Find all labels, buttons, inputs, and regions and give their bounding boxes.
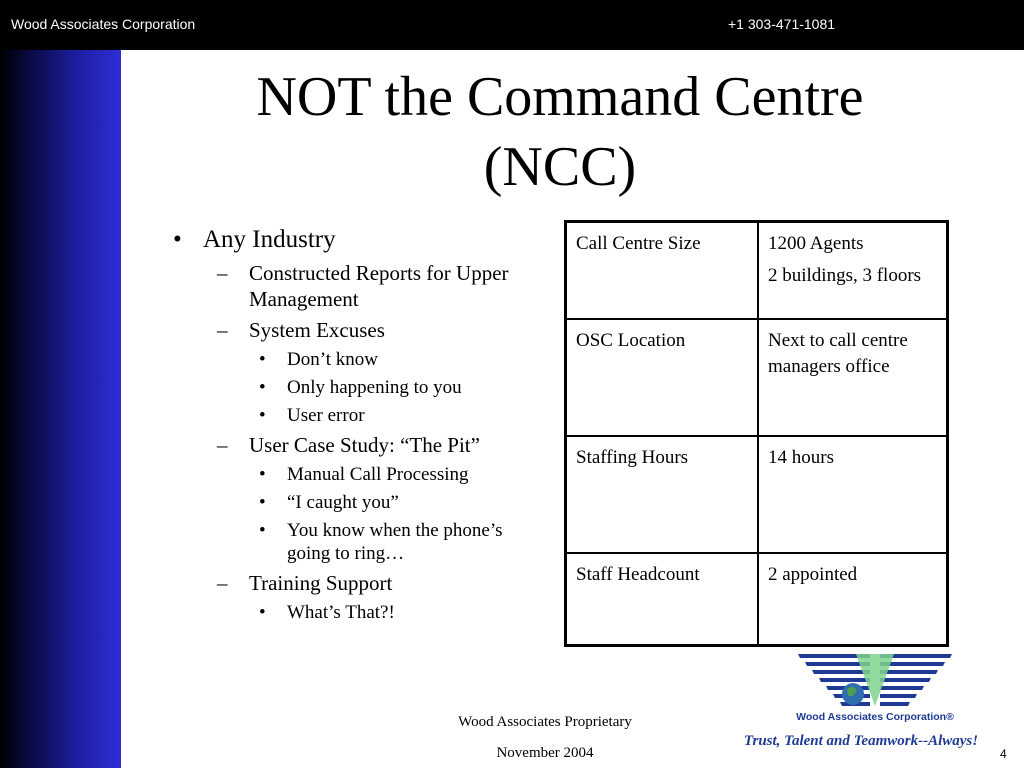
bullet-item (155, 404, 525, 427)
logo-stripe (880, 670, 938, 674)
table-value-line: Next to call centre managers office (768, 329, 908, 377)
table-row (566, 222, 948, 319)
table-value-line: 1200 Agents (768, 233, 864, 254)
bullet-text: “I caught you” (287, 492, 399, 513)
tagline: Trust, Talent and Teamwork--Always! (743, 733, 979, 749)
table-row (566, 319, 948, 436)
page-number: 4 (1000, 747, 1007, 761)
bullet-marker: • (259, 520, 266, 541)
logo-stripe (880, 702, 910, 706)
table-value-cell (758, 222, 948, 319)
bullet-item (155, 432, 525, 458)
bullet-item (155, 348, 525, 371)
bullet-marker: • (259, 602, 266, 623)
bullet-marker: – (217, 318, 228, 342)
bullet-marker: • (259, 377, 266, 398)
bullet-marker: • (259, 464, 266, 485)
table-row (566, 436, 948, 553)
bullet-marker: • (259, 405, 266, 426)
bullet-item (155, 491, 525, 514)
table-value-line: 2 buildings, 3 floors (768, 265, 922, 286)
bullet-text: User error (287, 405, 365, 426)
header-phone: +1 303-471-1081 (728, 16, 836, 32)
bullet-item (155, 317, 525, 343)
table-value-cell (758, 319, 948, 436)
header-company: Wood Associates Corporation (11, 16, 196, 32)
table-label-cell: Staffing Hours (566, 436, 759, 553)
sidebar-gradient (0, 50, 121, 768)
bullet-item (155, 570, 525, 596)
bullet-marker: – (217, 261, 228, 285)
table-value-cell (758, 436, 948, 553)
table-label-cell: Call Centre Size (566, 222, 759, 319)
bullet-marker: – (217, 571, 228, 595)
bullet-text: User Case Study: “The Pit” (249, 433, 480, 457)
logo-stripe (880, 678, 931, 682)
logo-stripe (819, 678, 870, 682)
bullet-text: Constructed Reports for Upper Management (249, 261, 509, 311)
bullet-item (155, 601, 525, 624)
table-value-line: 2 appointed (768, 563, 858, 585)
bullet-text: System Excuses (249, 318, 385, 342)
bullet-marker: • (259, 349, 266, 370)
header-bar (0, 0, 1024, 50)
table-label-cell: Staff Headcount (566, 553, 759, 646)
bullet-item (155, 225, 525, 255)
info-table (564, 220, 949, 647)
bullet-item (155, 463, 525, 486)
bullet-text: What’s That?! (287, 602, 395, 623)
logo-stripe (880, 686, 924, 690)
bullet-text: Training Support (249, 571, 393, 595)
bullet-marker: • (173, 226, 182, 253)
bullet-marker: – (217, 433, 228, 457)
table-label-cell: OSC Location (566, 319, 759, 436)
bullet-item (155, 376, 525, 399)
slide-title-line1: NOT the Command Centre (256, 66, 864, 128)
bullet-item (155, 260, 525, 312)
bullet-text: You know when the phone’s going to ring… (287, 520, 503, 564)
bullet-text: Don’t know (287, 349, 378, 370)
logo-stripe (880, 694, 917, 698)
bullet-text: Any Industry (203, 226, 336, 253)
table-value-cell (758, 553, 948, 646)
footer-proprietary: Wood Associates Proprietary (458, 714, 632, 730)
logo-stripe (812, 670, 870, 674)
bullet-text: Only happening to you (287, 377, 462, 398)
footer-date: November 2004 (496, 745, 594, 761)
bullet-item (155, 519, 525, 565)
bullet-marker: • (259, 492, 266, 513)
table-value-line: 14 hours (768, 446, 834, 468)
table-row (566, 553, 948, 646)
bullet-text: Manual Call Processing (287, 464, 469, 485)
logo-name: Wood Associates Corporation® (796, 711, 954, 723)
slide-title-line2: (NCC) (483, 136, 637, 198)
bullet-list (155, 225, 525, 624)
slide-title (150, 62, 970, 202)
